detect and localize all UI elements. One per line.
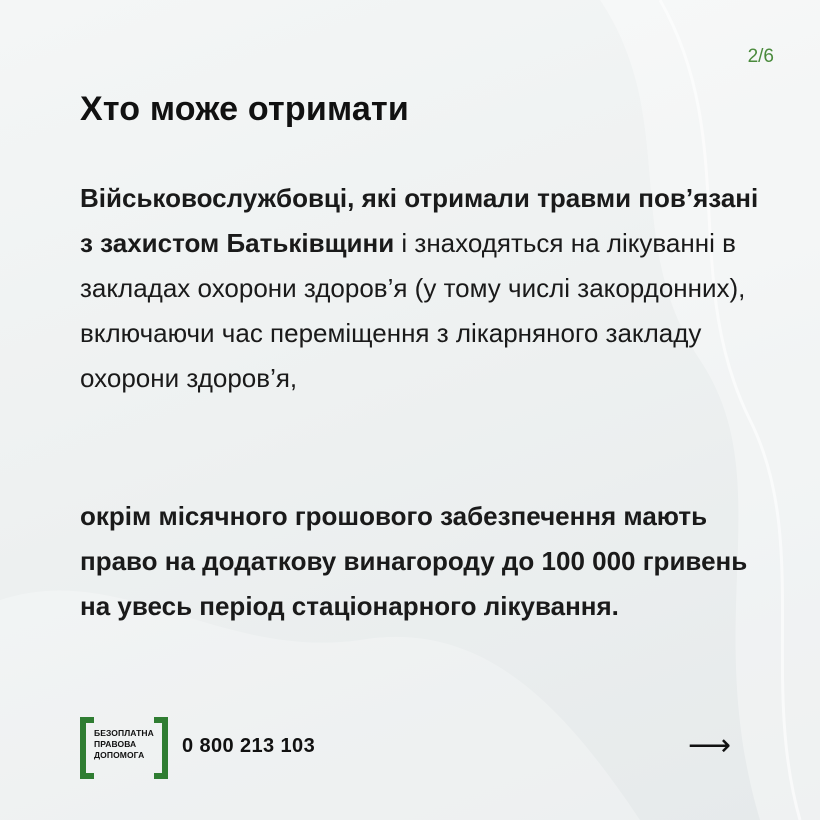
next-arrow-icon[interactable]: ⟶ [688, 729, 732, 762]
eligibility-bold-text: Військовослужбовці, які отримали травми пов’язані з захистом Батьківщини [80, 183, 759, 258]
logo-line-1: БЕЗОПЛАТНА [94, 728, 154, 738]
benefit-paragraph: окрім місячного грошового забезпечення мають право на додаткову винагороду до 100 000 гривень на увесь період стаціонарного лікування. [80, 501, 748, 621]
organization-logo [80, 717, 168, 779]
logo-line-3: ДОПОМОГА [94, 750, 145, 760]
eligibility-regular-text: і знаходяться на лікуванні в закладах охорони здоров’я (у тому числі закордонних), включаючи час переміщення з лікарняного закладу охорони здоров’я, [80, 228, 746, 393]
hotline-phone[interactable]: 0 800 213 103 [182, 735, 316, 757]
page-counter: 2/6 [747, 46, 774, 67]
eligibility-paragraph [80, 176, 770, 401]
logo-left-bracket [80, 717, 94, 779]
logo-line-2: ПРАВОВА [94, 739, 137, 749]
logo-text [94, 728, 156, 761]
page-title: Хто може отримати [80, 90, 409, 128]
logo-right-bracket [154, 717, 168, 779]
